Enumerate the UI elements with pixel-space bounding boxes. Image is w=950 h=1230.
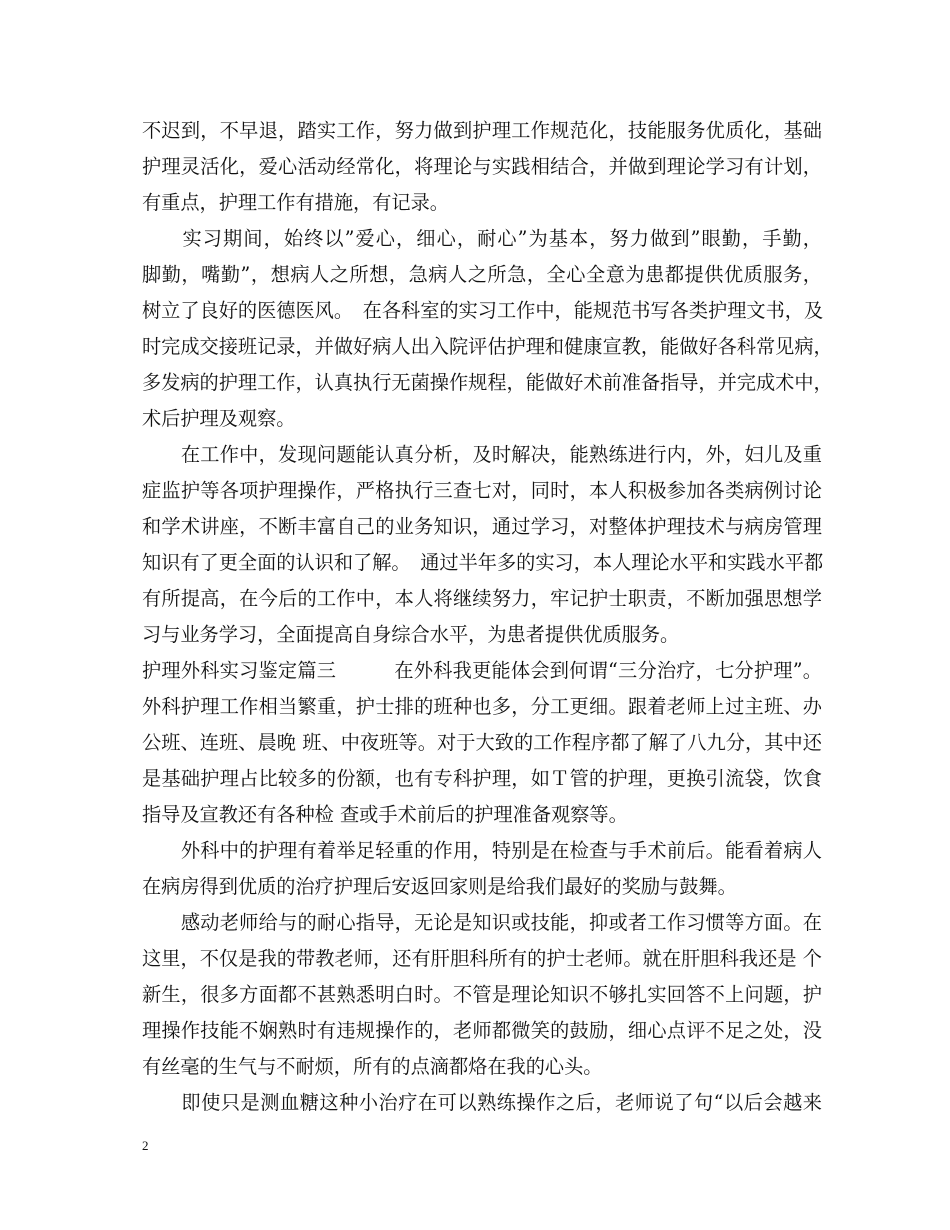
text-line: 树立了良好的医德医风。 在各科室的实习工作中，能规范书写各类护理文书，及 xyxy=(142,299,824,322)
text-line: 外科中的护理有着举足轻重的作用，特别是在检查与手术前后。能看着病人 xyxy=(142,839,822,862)
text-line: 即使只是测血糖这种小治疗在可以熟练操作之后，老师说了句“以后会越来 xyxy=(142,1091,822,1114)
text-line: 指导及宣教还有各种检 查或手术前后的护理准备观察等。 xyxy=(142,803,628,826)
text-line: 症监护等各项护理操作，严格执行三查七对，同时，本人积极参加各类病例讨论 xyxy=(142,479,822,502)
text-line: 有所提高，在今后的工作中，本人将继续努力，牢记护士职责，不断加强思想学 xyxy=(142,587,822,610)
text-line: 时完成交接班记录，并做好病人出入院评估护理和健康宣教，能做好各科常见病， xyxy=(142,335,833,358)
text-line: 脚勤，嘴勤”，想病人之所想，急病人之所急，全心全意为患都提供优质服务， xyxy=(142,263,822,286)
text-line: 术后护理及观察。 xyxy=(142,407,296,430)
text-line: 习与业务学习，全面提高自身综合水平，为患者提供优质服务。 xyxy=(142,623,680,646)
text-line: 公班、连班、晨晚 班、中夜班等。对于大致的工作程序都了解了八九分，其中还 xyxy=(142,731,822,754)
text-line: 新生，很多方面都不甚熟悉明白时。不管是理论知识不够扎实回答不上问题，护 xyxy=(142,983,822,1006)
text-line: 有重点，护理工作有措施，有记录。 xyxy=(142,191,449,214)
text-line: 感动老师给与的耐心指导，无论是知识或技能，抑或者工作习惯等方面。在 xyxy=(142,911,822,934)
text-line: 不迟到，不早退，踏实工作，努力做到护理工作规范化，技能服务优质化，基础 xyxy=(142,119,822,142)
text-line: 和学术讲座，不断丰富自己的业务知识，通过学习，对整体护理技术与病房管理 xyxy=(142,515,822,538)
text-line: 是基础护理占比较多的份额，也有专科护理，如Ｔ管的护理，更换引流袋，饮食 xyxy=(142,767,822,790)
text-line: 多发病的护理工作，认真执行无菌操作规程，能做好术前准备指导，并完成术中， xyxy=(142,371,833,394)
text-line: 理操作技能不娴熟时有违规操作的，老师都微笑的鼓励，细心点评不足之处，没 xyxy=(142,1019,822,1042)
text-line: 外科护理工作相当繁重，护士排的班种也多，分工更细。跟着老师上过主班、办 xyxy=(142,695,822,718)
text-line: 在病房得到优质的治疗护理后安返回家则是给我们最好的奖励与鼓舞。 xyxy=(142,875,737,898)
text-line: 有丝毫的生气与不耐烦，所有的点滴都烙在我的心头。 xyxy=(142,1055,603,1078)
text-line: 知识有了更全面的认识和了解。 通过半年多的实习，本人理论水平和实践水平都 xyxy=(142,551,824,574)
text-line: 这里，不仅是我的带教老师，还有肝胆科所有的护士老师。就在肝胆科我还是 个 xyxy=(142,947,822,970)
section-heading-line: 护理外科实习鉴定篇三 在外科我更能体会到何谓“三分治疗，七分护理”。 xyxy=(142,659,822,682)
text-line: 实习期间，始终以”爱心，细心，耐心”为基本，努力做到”眼勤，手勤， xyxy=(142,227,822,250)
text-line: 在工作中，发现问题能认真分析，及时解决，能熟练进行内，外，妇儿及重 xyxy=(142,443,822,466)
page-number: 2 xyxy=(142,1138,149,1153)
text-line: 护理灵活化，爱心活动经常化，将理论与实践相结合，并做到理论学习有计划， xyxy=(142,155,822,178)
